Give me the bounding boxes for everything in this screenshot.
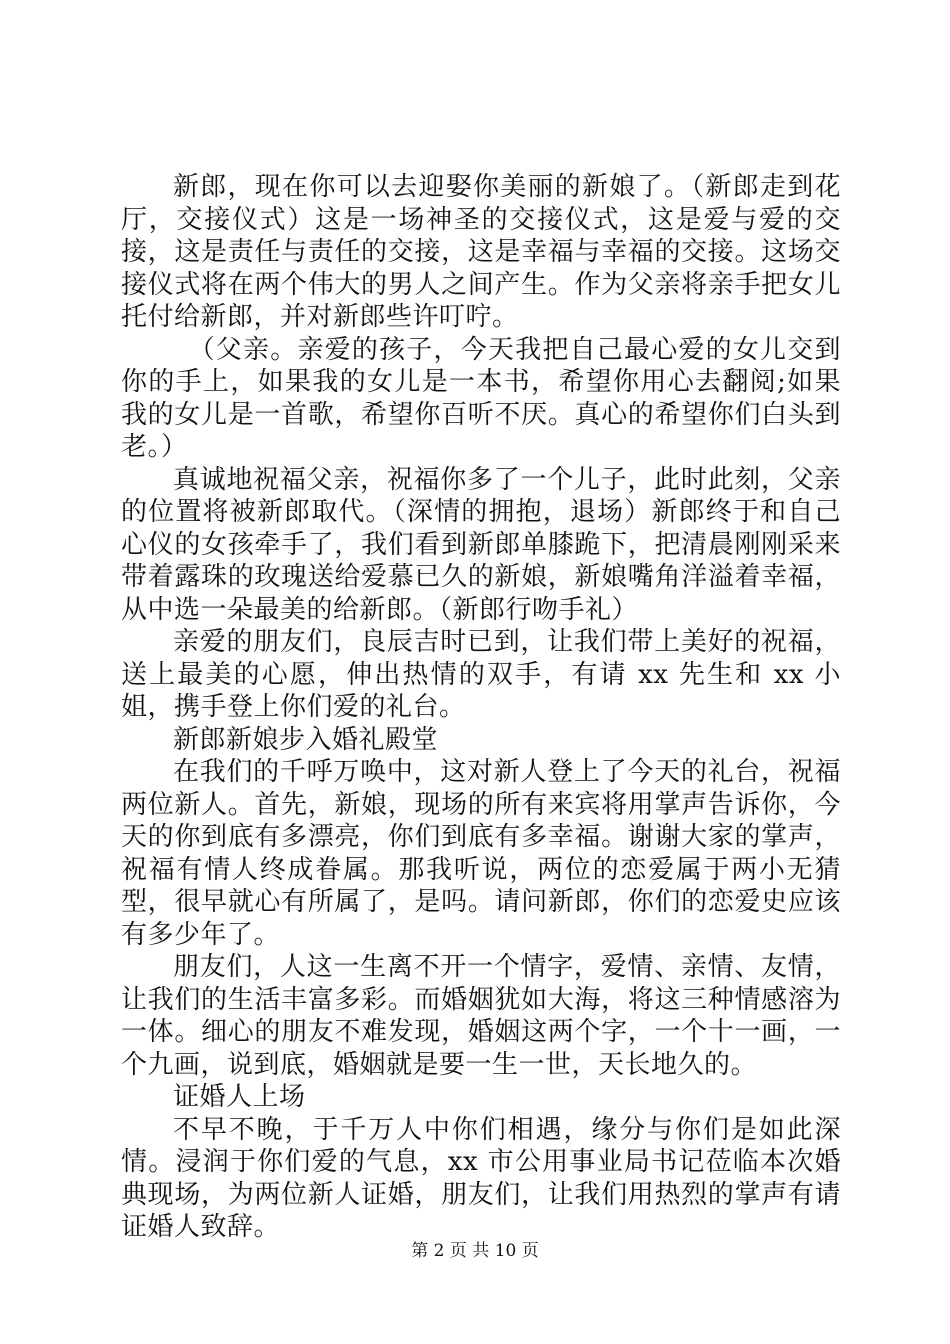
paragraph-officiant-intro: 不早不晚，于千万人中你们相遇，缘分与你们是如此深情。浸润于你们爱的气息，xx 市公用事业局书记莅临本次婚典现场，为两位新人证婚，朋友们，让我们用热烈的掌声有请证婚人致辞。 (121, 1114, 841, 1242)
paragraph-marriage-meaning: 朋友们，人这一生离不开一个情字，爱情、亲情、友情，让我们的生活丰富多彩。而婚姻犹如大海，将这三种情感溶为一体。细心的朋友不难发现，婚姻这两个字，一个十一画，一个九画，说到底，婚姻就是要一生一世，天长地久的。 (121, 952, 841, 1080)
section-heading-enter-hall: 新郎新娘步入婚礼殿堂 (173, 724, 439, 755)
paragraph-auspicious-time: 亲爱的朋友们，良辰吉时已到，让我们带上美好的祝福，送上最美的心愿，伸出热情的双手，有请 xx 先生和 xx 小姐，携手登上你们爱的礼台。 (121, 627, 841, 722)
paragraph-bless-father: 真诚地祝福父亲，祝福你多了一个儿子，此时此刻，父亲的位置将被新郎取代。（深情的拥抱，退场）新郎终于和自己心仪的女孩牵手了，我们看到新郎单膝跪下，把清晨刚刚采来带着露珠的玫瑰送给爱慕已久的新娘，新娘嘴角洋溢着幸福，从中选一朵最美的给新郎。（新郎行吻手礼） (121, 464, 841, 625)
section-heading-officiant: 证婚人上场 (173, 1082, 306, 1112)
document-body (121, 171, 841, 1244)
paragraph-groom-handover: 新郎，现在你可以去迎娶你美丽的新娘了。（新郎走到花厅，交接仪式）这是一场神圣的交接仪式，这是爱与爱的交接，这是责任与责任的交接，这是幸福与幸福的交接。这场交接仪式将在两个伟大的男人之间产生。作为父亲将亲手把女儿托付给新郎，并对新郎些许叮咛。 (121, 172, 841, 332)
paragraph-father-words: （父亲。亲爱的孩子，今天我把自己最心爱的女儿交到你的手上，如果我的女儿是一本书，希望你用心去翻阅;如果我的女儿是一首歌，希望你百听不厌。真心的希望你们白头到老。） (121, 334, 841, 462)
page-number-footer: 第 2 页 共 10 页 (411, 1241, 539, 1261)
paragraph-couple-on-stage: 在我们的千呼万唤中，这对新人登上了今天的礼台，祝福两位新人。首先，新娘，现场的所有来宾将用掌声告诉你，今天的你到底有多漂亮，你们到底有多幸福。谢谢大家的掌声，祝福有情人终成眷属。那我听说，两位的恋爱属于两小无猜型，很早就心有所属了，是吗。请问新郎，你们的恋爱史应该有多少年了。 (121, 757, 841, 950)
